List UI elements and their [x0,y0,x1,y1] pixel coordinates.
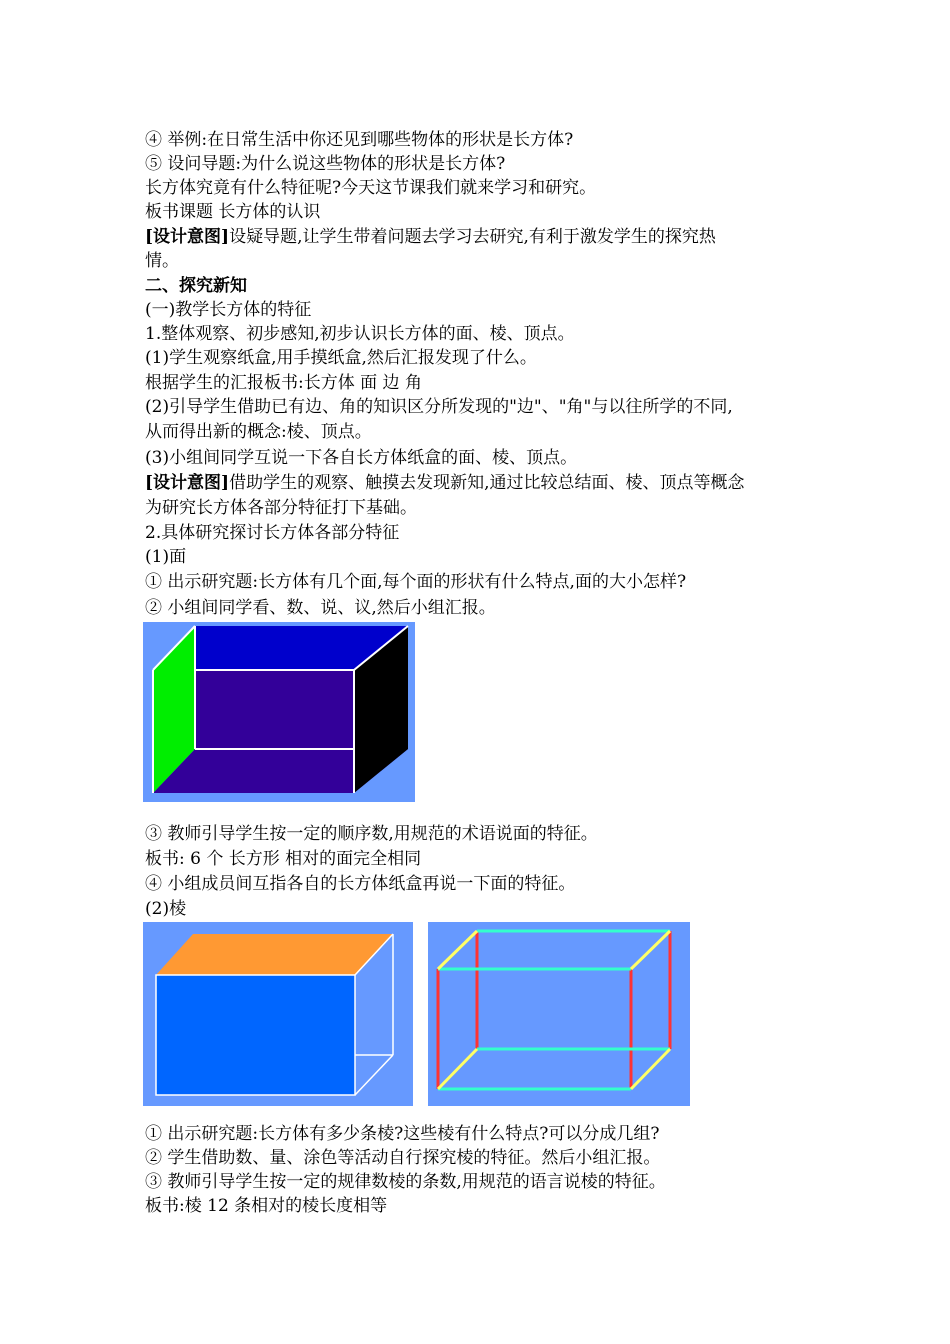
line-1: ④ 举例:在日常生活中你还见到哪些物体的形状是长方体? [145,130,574,150]
line-26: ② 学生借助数、量、涂色等活动自行探究棱的特征。然后小组汇报。 [145,1148,661,1168]
front-face [156,975,355,1095]
top-face [156,934,393,975]
line-2: ⑤ 设问导题:为什么说这些物体的形状是长方体? [145,154,506,174]
line-25: ① 出示研究题:长方体有多少条棱?这些棱有什么特点?可以分成几组? [145,1124,660,1144]
line-12: (2)引导学生借助已有边、角的知识区分所发现的"边"、"角"与以往所学的不同, [145,397,733,417]
design-intent-tag: [设计意图] [145,227,230,247]
line-10: (1)学生观察纸盒,用手摸纸盒,然后汇报发现了什么。 [145,348,537,368]
line-24: (2)棱 [145,899,187,919]
line-20: ② 小组间同学看、数、说、议,然后小组汇报。 [145,598,496,618]
line-18: (1)面 [145,547,187,567]
line-23: ④ 小组成员间互指各自的长方体纸盒再说一下面的特征。 [145,874,576,894]
cuboid-edges-figure [428,922,690,1106]
line-27: ③ 教师引导学生按一定的规律数棱的条数,用规范的语言说棱的特征。 [145,1172,666,1192]
line-4: 板书课题 长方体的认识 [145,202,321,222]
front-face [195,670,354,749]
line-28: 板书:棱 12 条相对的棱长度相等 [145,1196,388,1216]
line-8: (一)教学长方体的特征 [145,300,312,320]
line-22: 板书: 6 个 长方形 相对的面完全相同 [145,849,422,869]
line-21: ③ 教师引导学生按一定的顺序数,用规范的术语说面的特征。 [145,824,598,844]
line-19: ① 出示研究题:长方体有几个面,每个面的形状有什么特点,面的大小怎样? [145,572,687,592]
line-17: 2.具体研究探讨长方体各部分特征 [145,523,400,543]
line-16: 为研究长方体各部分特征打下基础。 [145,498,417,518]
design-intent-2: [设计意图]借助学生的观察、触摸去发现新知,通过比较总结面、棱、顶点等概念 [145,473,745,493]
line-3: 长方体究竟有什么特征呢?今天这节课我们就来学习和研究。 [145,178,597,198]
line-6: 情。 [145,251,179,271]
line-11: 根据学生的汇报板书:长方体 面 边 角 [145,373,422,393]
cuboid-faces-figure [143,622,415,802]
cuboid-solid-figure [143,922,413,1106]
design-intent-1: [设计意图]设疑导题,让学生带着问题去学习去研究,有利于激发学生的探究热 [145,227,716,247]
design-intent-tag: [设计意图] [145,473,230,493]
line-14: (3)小组间同学互说一下各自长方体纸盒的面、棱、顶点。 [145,448,578,468]
section-heading: 二、探究新知 [145,276,247,296]
line-13: 从而得出新的概念:棱、顶点。 [145,422,372,442]
line-9: 1.整体观察、初步感知,初步认识长方体的面、棱、顶点。 [145,324,575,344]
